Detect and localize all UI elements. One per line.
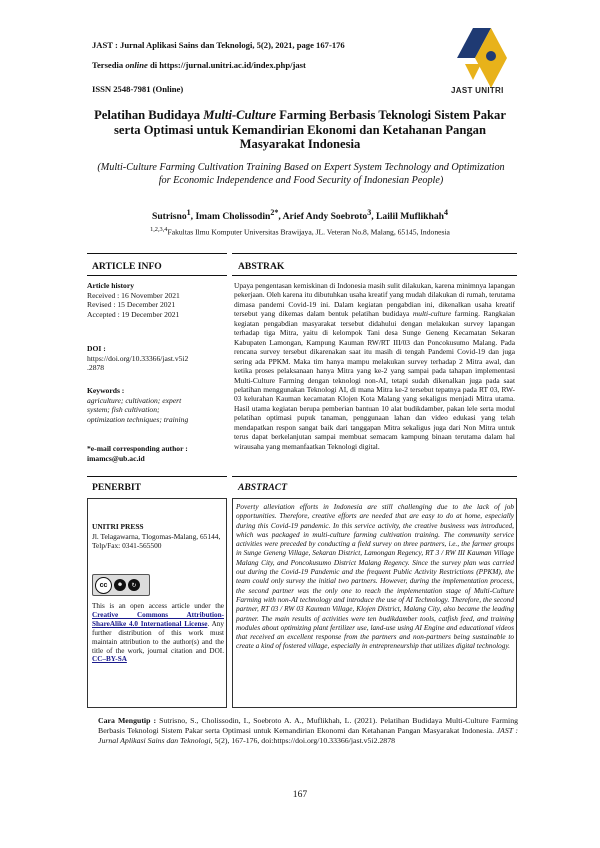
email-link[interactable]: imamcs@ub.ac.id	[87, 453, 145, 463]
keywords-block: Keywords : agriculture; cultivation; expert system; fish cultivation; optimization techniques; training	[87, 386, 189, 424]
penerbit-heading: PENERBIT	[92, 482, 142, 493]
logo-label: JAST UNITRI	[451, 86, 504, 95]
abstract-text: Poverty alleviation efforts in Indonesia are still challenging due to the lack of job opportunities. Therefore, creative efforts are needed that are easy to do at home, especially during this Covid-19 pandemic. In this service activity, the creative business was introduced, which was packaged in multi-culture farming cultivation training. The community service activities were preceded by conducting a field survey on three partners, i.e., the farmer groups in Sunge Geneng Village, Sekaran District, Lamongan Regency, RT 3 / RW III Kauman Village Malang City, and Poncokusumo District Malang Regency. Since the survey plan was carried out during the Covid-19 Pandemic and the frequent Public Activity Restrictions (PPKM), the team could only survey the initial two partners. However, during the implementation process, the second partner was the only one to reach the implementation stage of Multi-Culture Farming with non-AI technology and introduce the use of AI Technology. Therefore, the second partner, RT 03 / RW 03 Kauman Village, Klojen District, Malang City, also became the leading partner. The main results of activities were ten budikdamber tools, catfish feed, and training modules about optimizing plant fertilizer use, land-use using AI Engine and educational videos that received an excellent response from the partners and non-partners being sustainable to create a kind of fostered village, especially in entrepreneurship that utilizes digital technology.	[236, 503, 514, 651]
divider	[87, 275, 227, 276]
doi-link[interactable]: https://doi.org/10.33366/jast.v5i2	[87, 353, 189, 363]
affiliation: $^{1,2,3,4}$Fakultas Ilmu Komputer Universitas Brawijaya, JL. Veteran No.8, Malang, 65145, Indonesia	[150, 226, 450, 237]
journal-header: JAST : Jurnal Aplikasi Sains dan Teknologi, 5(2), 2021, page 167-176	[92, 40, 345, 50]
by-icon: ☻	[114, 579, 126, 591]
jast-logo-icon	[447, 18, 517, 96]
author-list: Sutrisno$^1$, Imam Cholissodin$^{2*}$, Arief Andy Soebroto$^3$, Lailil Muflikhah$^4$	[152, 208, 448, 223]
article-info-heading: ARTICLE INFO	[92, 261, 162, 272]
abstrak-heading: ABSTRAK	[238, 261, 285, 272]
cc-license-badge[interactable]	[92, 574, 150, 596]
divider	[232, 275, 517, 276]
license-link[interactable]: Creative Commons Attribution-ShareAlike 4.0 International License	[92, 610, 224, 628]
citation: Cara Mengutip : Sutrisno, S., Cholissodin, I., Soebroto A. A., Muflikhah, L. (2021). Pelatihan Budidaya Multi-Culture Farming Berbasis Teknologi Sistem Pakar serta Optimasi untuk Kemandirian Ekonomi dan Ketahanan Pangan Masyarakat Indonesia. JAST : Jurnal Aplikasi Sains dan Teknologi, 5(2), 167-176, doi:https://doi.org/10.33366/jast.v5i2.2878	[98, 716, 519, 746]
online-availability: Tersedia online di https://jurnal.unitri.ac.id/index.php/jast	[92, 60, 306, 70]
paper-title: Pelatihan Budidaya Multi-Culture Farming Berbasis Teknologi Sistem Pakar serta Optimasi untuk Kemandirian Ekonomi dan Ketahanan Pangan Masyarakat Indonesia	[94, 108, 506, 152]
divider	[87, 253, 227, 254]
cc-by-sa-link[interactable]: CC–BY-SA	[92, 655, 127, 664]
abstract-heading: ABSTRACT	[238, 482, 288, 493]
divider	[232, 253, 517, 254]
corresponding-email: *e-mail corresponding author : imamcs@ub.ac.id	[87, 444, 188, 463]
license-text: This is an open access article under the Creative Commons Attribution-ShareAlike 4.0 International License. Any further distribution of this work must maintain attribution to the author(s) and the title of the work, journal citation and DOI. CC–BY-SA	[92, 602, 224, 664]
page-number: 167	[292, 789, 308, 800]
divider	[232, 476, 517, 477]
divider	[87, 476, 227, 477]
doi-block: DOI : https://doi.org/10.33366/jast.v5i2 .2878	[87, 344, 189, 373]
article-history: Article history Received : 16 November 2021 Revised : 15 December 2021 Accepted : 19 December 2021	[87, 281, 180, 319]
publisher-address: Jl. Telagawarna, Tlogomas-Malang, 65144, Telp/Fax: 0341-565500	[92, 532, 221, 551]
cc-icon: cc	[95, 577, 112, 594]
paper-title-english: (Multi-Culture Farming Cultivation Training Based on Expert System Technology and Optimization for Economic Independence and Food Security of Indonesian People)	[97, 162, 505, 186]
issn: ISSN 2548-7981 (Online)	[92, 84, 184, 94]
sa-icon: ↻	[128, 579, 140, 591]
publisher-name: UNITRI PRESS	[92, 522, 144, 531]
abstrak-text: Upaya pengentasan kemiskinan di Indonesia masih sulit dilakukan, karena minimnya lapangan pekerjaan. Oleh karena itu dibutuhkan usaha kreatif yang mudah dilakukan di rumah, terutama dimasa pandemi Covid-19 ini. Dalam kegiatan pengabdian ini, dikenalkan usaha kreatif tersebut yang dikemas dalam bentuk pelatihan budidaya multi-culture farming. Rangkaian kegiatan pengabdian masyarakat tersebut didahului dengan melakukan survey lapangan terhadap tiga Mitra, yaitu di kelompok Tani desa Sunge Geneng Kecamatan Sekaran Kabupaten Lamongan, Kampung Kauman RW/RT III/03 dan Poncokusumo Malang. Pada rencana survey tersebut dikarenakan saat itu masih di tengah Pandemi Covid-19 dan juga sering ada PPKM. Maka tim hanya mampu melakukan survey terhadap 2 Mitra awal, dan ketika proses pelaksanaan hanya Mitra yang ke-2 yang sampai pada tahapan implementasi Multi-Culture Farming dengan teknologi non-AI, tetapi sudah dikenalkan juga pada saat pelatihan menggunakan Teknologi AI, di mana Mitra ke-2 tersebut tepatnya pada RT 03, RW-03 kelurahan Kauman kecamatan Klojen Kota Malang yang sekaligus menjadi Mitra utama. Hasil utama kegiatan berupa pemberian bantuan 10 alat budikdamber, pakan lele serta modul pelatihan optimasi pupuk tanaman, penggunaan lahan dan video edukasi yang telah mendapatkan respon sangat baik dari tanggapan Mitra sekaligus juga dari Non Mitra untuk terus dapat berkelanjutan sampai membuat semacam kampung binaan terutama dalam hal wirausaha yang memanfaatkan Teknologi digital.	[234, 281, 515, 451]
